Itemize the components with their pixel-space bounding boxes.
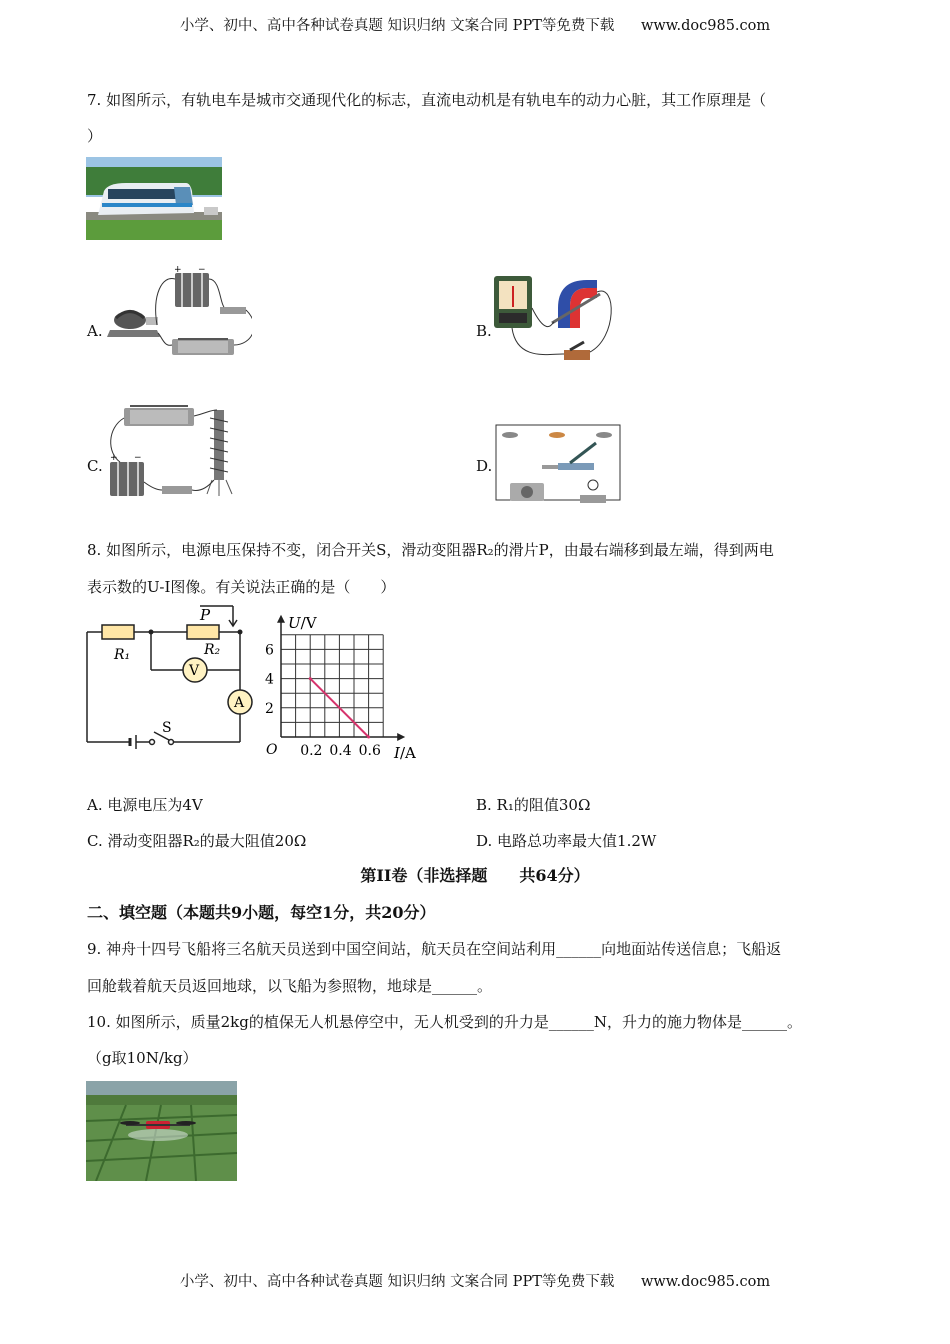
drone-photo bbox=[86, 1081, 237, 1181]
y-tick-label: 2 bbox=[265, 700, 274, 717]
ylabel-var: U bbox=[288, 614, 301, 632]
svg-text:−: − bbox=[134, 453, 142, 463]
label-a: A bbox=[234, 695, 245, 711]
xlabel-unit: /A bbox=[399, 744, 416, 762]
y-tick-label: 6 bbox=[265, 642, 274, 659]
label-s: S bbox=[162, 720, 172, 736]
chart-origin: O bbox=[266, 742, 278, 758]
xlabel-var: I bbox=[394, 744, 400, 762]
q7-option-d-label: D. bbox=[476, 457, 493, 475]
q8-option-b: B. R₁的阻值30Ω bbox=[476, 796, 591, 814]
chart-ylabel bbox=[288, 614, 318, 632]
x-axis-arrow bbox=[397, 733, 405, 741]
section-2-title: 第II卷（非选择题 共64分） bbox=[360, 866, 590, 885]
q8-option-a: A. 电源电压为4V bbox=[87, 796, 203, 814]
q9-stem-line2: 回舱载着航天员返回地球，以飞船为参照物，地球是______。 bbox=[87, 977, 493, 995]
r2-resistor bbox=[187, 625, 219, 639]
q8-option-d: D. 电路总功率最大值1.2W bbox=[476, 832, 657, 850]
fill-blank-heading: 二、填空题（本题共9小题，每空1分，共20分） bbox=[87, 903, 436, 922]
q7-option-b-diagram bbox=[492, 268, 622, 368]
label-v: V bbox=[189, 663, 200, 679]
header-site-link[interactable]: www.doc985.com bbox=[640, 18, 771, 34]
q8-circuit-diagram bbox=[80, 604, 260, 754]
page-header bbox=[0, 14, 950, 35]
label-p: P bbox=[200, 606, 211, 624]
q7-option-b-label: B. bbox=[476, 322, 492, 340]
series-point bbox=[309, 677, 312, 680]
y-tick-label: 4 bbox=[265, 671, 274, 688]
label-r1: R₁ bbox=[114, 647, 131, 663]
q7-option-a-label: A. bbox=[87, 322, 103, 340]
q8-stem-line2: 表示数的U-I图像。有关说法正确的是（ ） bbox=[87, 578, 396, 596]
x-tick-label: 0.4 bbox=[329, 743, 352, 759]
x-tick-label: 0.6 bbox=[358, 743, 381, 759]
q7-option-c-label: C. bbox=[87, 457, 103, 475]
x-tick-label: 0.2 bbox=[300, 743, 323, 759]
q10-stem-line2: （g取10N/kg） bbox=[87, 1049, 198, 1067]
q7-stem-line2: ） bbox=[87, 127, 103, 145]
q7-stem-line1: 7. 如图所示，有轨电车是城市交通现代化的标志，直流电动机是有轨电车的动力心脏，其工作原理是（ bbox=[87, 91, 767, 109]
q8-stem-line1: 8. 如图所示，电源电压保持不变，闭合开关S，滑动变阻器R₂的滑片P，由最右端移到最左端，得到两电 bbox=[87, 541, 774, 559]
r1-resistor bbox=[102, 625, 134, 639]
label-r2: R₂ bbox=[204, 642, 221, 658]
q10-stem-line1: 10. 如图所示，质量2kg的植保无人机悬停空中，无人机受到的升力是______N，升力的施力物体是______。 bbox=[87, 1013, 802, 1031]
footer-text: 小学、初中、高中各种试卷真题 知识归纳 文案合同 PPT等免费下载 bbox=[179, 1274, 615, 1290]
q8-option-c: C. 滑动变阻器R₂的最大阻值20Ω bbox=[87, 832, 307, 850]
series-point bbox=[367, 736, 370, 739]
tram-photo bbox=[86, 157, 222, 240]
footer-site-link[interactable]: www.doc985.com bbox=[640, 1274, 771, 1290]
svg-text:+: + bbox=[110, 453, 118, 463]
header-text: 小学、初中、高中各种试卷真题 知识归纳 文案合同 PPT等免费下载 bbox=[179, 18, 615, 34]
chart-xlabel bbox=[393, 744, 416, 762]
chart-grid bbox=[281, 635, 383, 737]
q8-ui-chart bbox=[262, 608, 422, 763]
page-footer bbox=[0, 1270, 950, 1291]
svg-text:+: + bbox=[174, 265, 182, 275]
q7-option-d-diagram bbox=[492, 415, 632, 510]
q9-stem-line1: 9. 神舟十四号飞船将三名航天员送到中国空间站，航天员在空间站利用______向地面站传送信息；飞船返 bbox=[87, 940, 782, 958]
svg-text:−: − bbox=[198, 265, 206, 275]
y-axis-arrow bbox=[277, 615, 285, 623]
q7-option-a-diagram bbox=[102, 265, 252, 370]
ylabel-unit: /V bbox=[300, 614, 317, 632]
q7-option-c-diagram bbox=[102, 398, 252, 503]
